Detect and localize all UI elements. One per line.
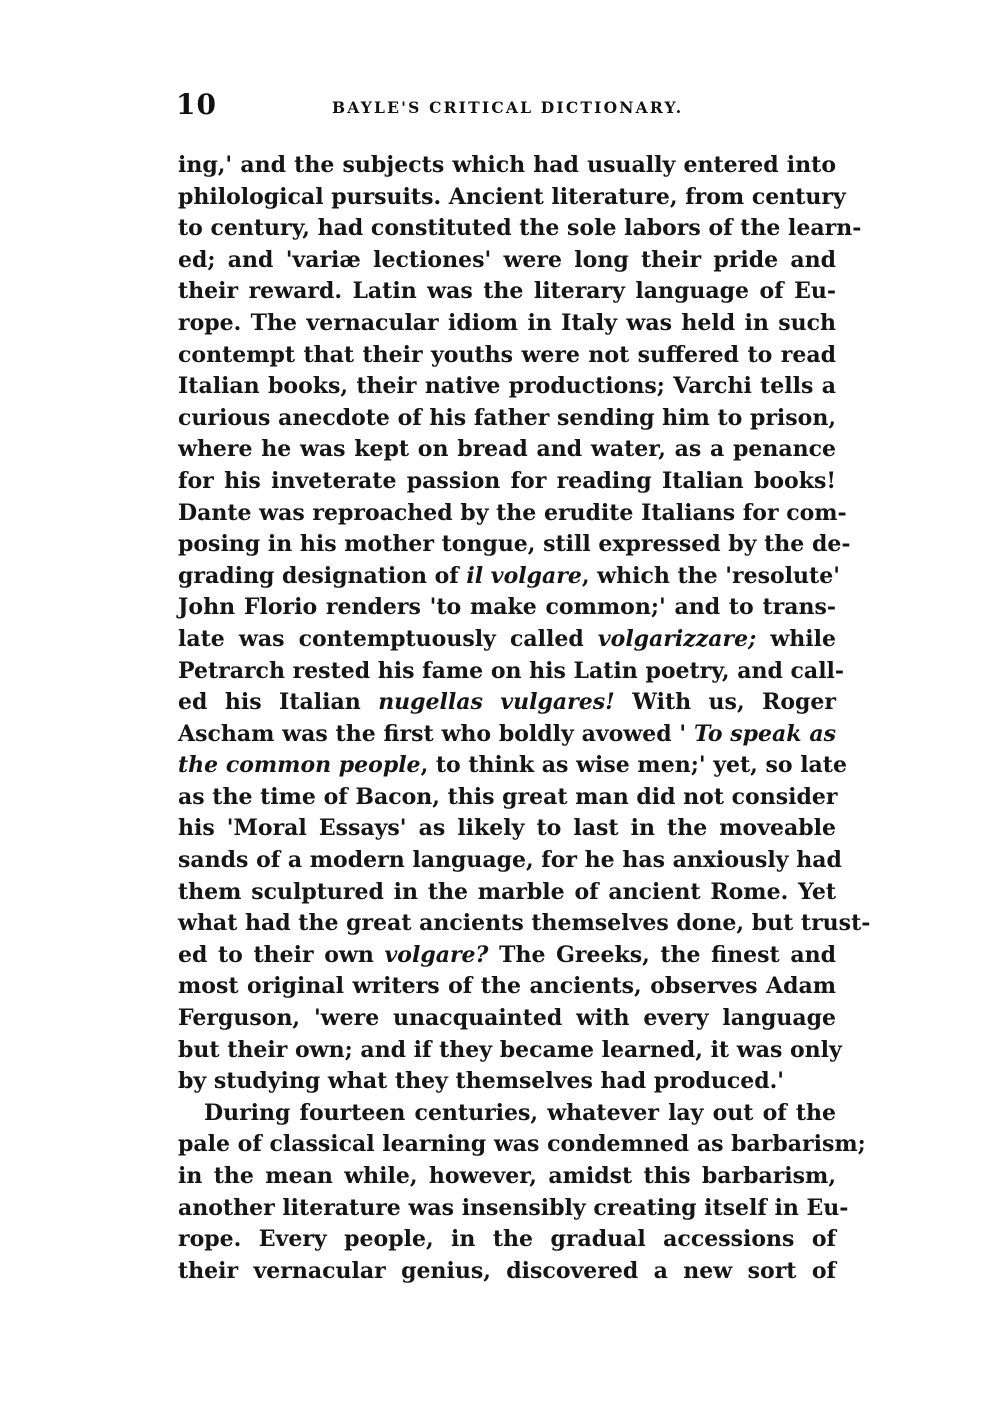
text-line: another literature was insensibly creating itself in Eu- xyxy=(178,1194,849,1221)
text-line: ing,' and the subjects which had usually entered into xyxy=(178,152,836,178)
text-line xyxy=(178,940,836,972)
text-line xyxy=(178,687,836,719)
text-line: most original writers of the ancients, observes Adam xyxy=(178,973,836,1000)
text-line: rope. Every people, in the gradual accessions of xyxy=(178,1226,836,1253)
italic-phrase: nugellas vulgares! xyxy=(378,689,615,716)
italic-phrase: To speak as xyxy=(693,720,836,747)
text-line: sands of a modern language, for he has anxiously had xyxy=(178,847,842,874)
text-line xyxy=(178,561,840,593)
text-segment: , to think as wise men;' yet, so late xyxy=(420,752,847,779)
body-text xyxy=(178,150,871,1287)
text-line: rope. The vernacular idiom in Italy was held in such xyxy=(178,309,836,336)
text-line: John Florio renders 'to make common;' and to trans- xyxy=(178,594,836,621)
text-line: curious anecdote of his father sending him to prison, xyxy=(178,404,836,431)
text-segment: grading designation of xyxy=(178,562,467,589)
text-segment: , which the 'resolute' xyxy=(581,562,840,589)
text-line: as the time of Bacon, this great man did not consider xyxy=(178,783,838,810)
text-line: Petrarch rested his fame on his Latin poetry, and call- xyxy=(178,657,845,684)
italic-phrase: il volgare xyxy=(466,562,582,589)
text-line: but their own; and if they became learned, it was only xyxy=(178,1036,842,1063)
text-segment: With us, Roger xyxy=(614,689,836,716)
italic-phrase: volgarizzare; xyxy=(597,625,757,652)
page-number: 10 xyxy=(176,88,217,121)
text-segment: while xyxy=(756,625,836,652)
text-line: contempt that their youths were not suffered to read xyxy=(178,341,836,368)
text-line: where he was kept on bread and water, as a penance xyxy=(178,436,836,463)
text-line: them sculptured in the marble of ancient Rome. Yet xyxy=(178,878,836,905)
text-line xyxy=(178,624,836,656)
text-segment: ed his Italian xyxy=(178,689,379,716)
italic-phrase: the common people xyxy=(178,752,421,779)
text-line: During fourteen centuries, whatever lay out of the xyxy=(204,1099,836,1126)
text-line: by studying what they themselves had produced.' xyxy=(178,1068,785,1095)
text-line: Italian books, their native productions; Varchi tells a xyxy=(178,373,836,400)
text-line: their reward. Latin was the literary language of Eu- xyxy=(178,278,836,305)
italic-phrase: volgare? xyxy=(384,941,489,968)
text-line: in the mean while, however, amidst this barbarism, xyxy=(178,1163,836,1189)
text-line: pale of classical learning was condemned as barbarism; xyxy=(178,1131,866,1158)
text-line: posing in his mother tongue, still expressed by the de- xyxy=(178,531,851,558)
text-line: philological pursuits. Ancient literature, from century xyxy=(178,183,846,210)
text-line: what had the great ancients themselves done, but trust- xyxy=(178,910,871,937)
text-line: Dante was reproached by the erudite Italians for com- xyxy=(178,499,847,526)
text-line: for his inveterate passion for reading Italian books! xyxy=(178,467,836,494)
text-segment: ed to their own xyxy=(178,941,385,968)
text-segment: late was contemptuously called xyxy=(178,625,598,652)
text-line xyxy=(178,750,847,782)
text-line xyxy=(178,719,836,751)
text-line: his 'Moral Essays' as likely to last in the moveable xyxy=(178,815,836,842)
text-line: their vernacular genius, discovered a new sort of xyxy=(178,1257,836,1284)
running-title: BAYLE'S CRITICAL DICTIONARY. xyxy=(332,98,684,117)
running-head xyxy=(176,88,836,128)
text-line: ed; and 'variæ lectiones' were long their pride and xyxy=(178,246,836,273)
text-line: Ferguson, 'were unacquainted with every language xyxy=(178,1005,836,1032)
text-segment: The Greeks, the finest and xyxy=(488,941,836,968)
text-line: to century, had constituted the sole labors of the learn- xyxy=(178,215,862,242)
text-segment: Ascham was the first who boldly avowed ' xyxy=(178,720,694,747)
